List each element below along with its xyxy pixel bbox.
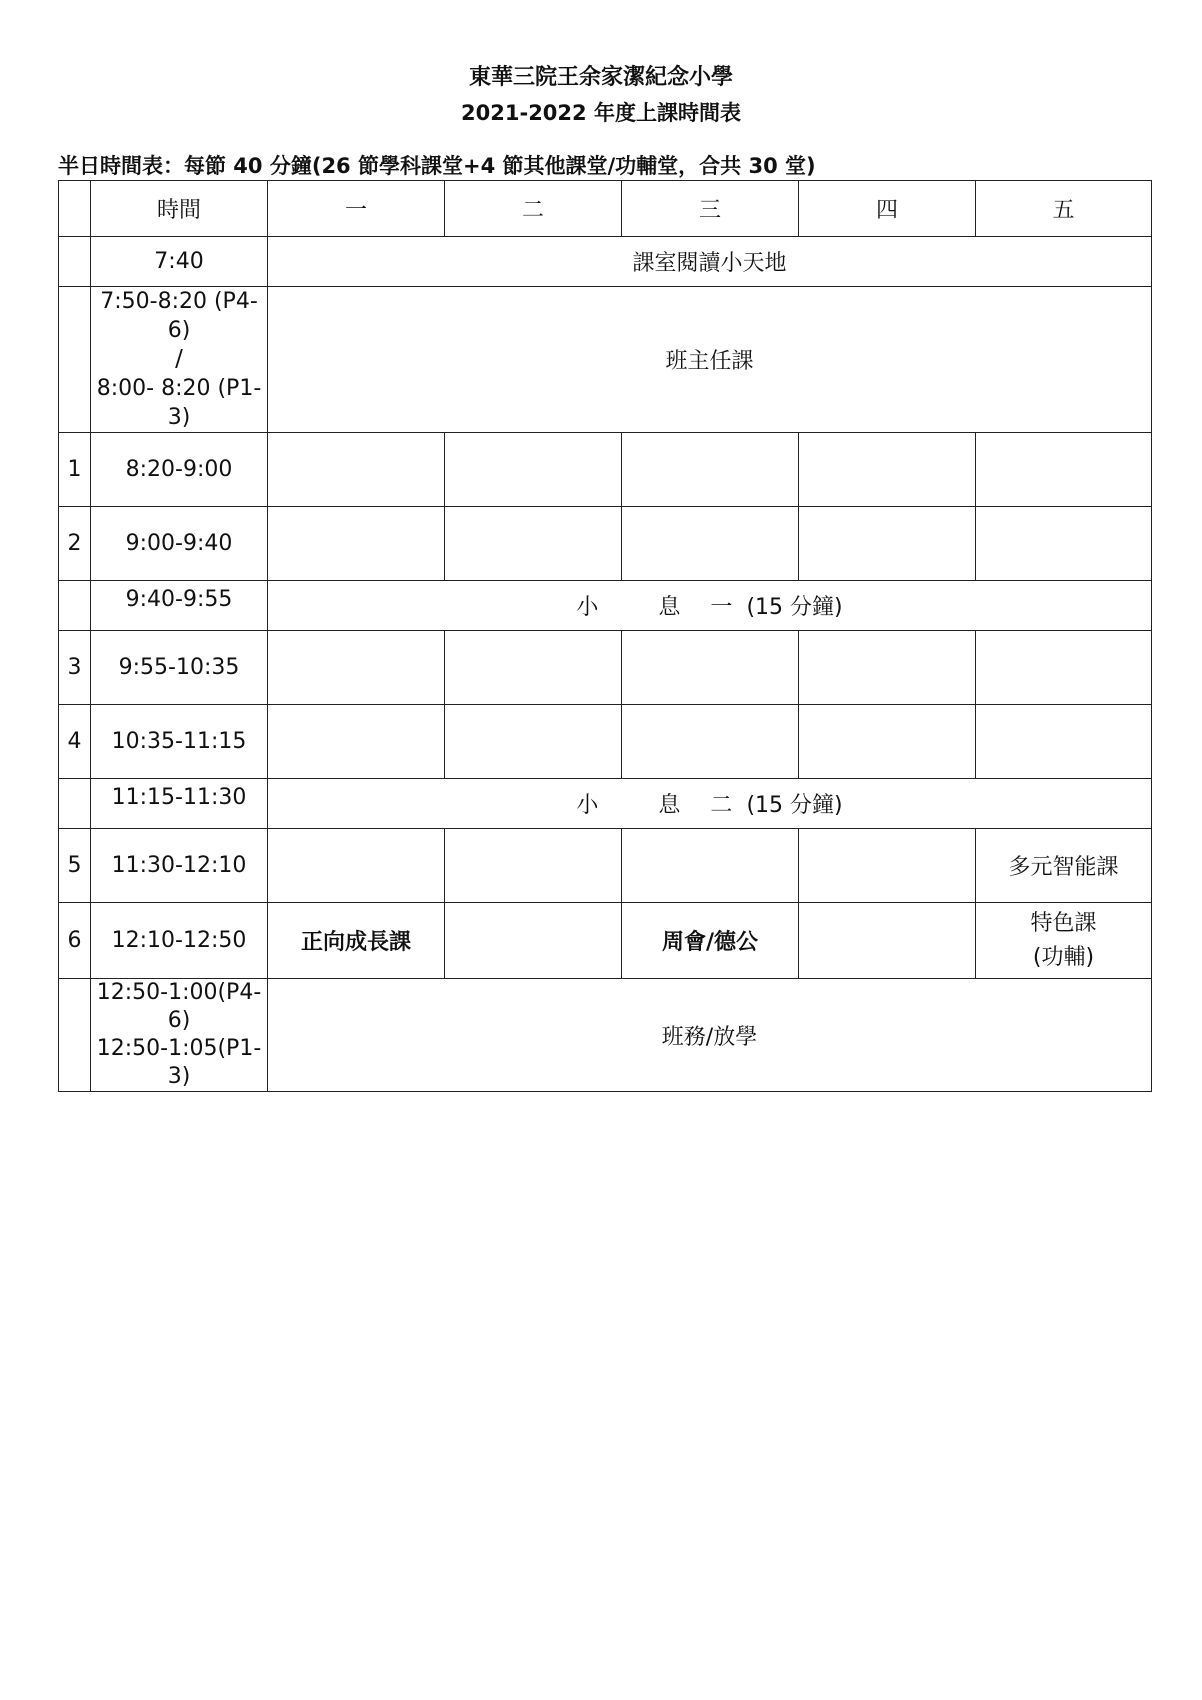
timetable-cell	[622, 631, 799, 705]
homeroom-time	[91, 287, 268, 433]
dismissal-time	[91, 979, 268, 1092]
school-name: 東華三院王余家潔紀念小學	[468, 65, 733, 90]
period-number: 4	[59, 705, 91, 779]
timetable-cell	[622, 829, 799, 903]
period-time: 11:30-12:10	[91, 829, 268, 903]
header-day-mon: 一	[268, 181, 445, 237]
homeroom-row	[59, 287, 1152, 433]
header-day-tue: 二	[445, 181, 622, 237]
period-row-1	[59, 433, 1152, 507]
reading-time: 7:40	[91, 237, 268, 287]
reading-row	[59, 237, 1152, 287]
break-label: 小 息 一 (15 分鐘)	[268, 581, 1152, 631]
homeroom-time-lower: 8:00- 8:20 (P1-3)	[96, 376, 262, 430]
period-row-2	[59, 507, 1152, 581]
timetable-cell	[622, 705, 799, 779]
homeroom-time-upper: 7:50-8:20 (P4-6)	[100, 289, 258, 343]
period-number: 6	[59, 903, 91, 979]
dismissal-row	[59, 979, 1152, 1092]
period-number: 1	[59, 433, 91, 507]
period-row-5	[59, 829, 1152, 903]
header-day-thu: 四	[799, 181, 976, 237]
period-number: 3	[59, 631, 91, 705]
timetable-cell	[268, 507, 445, 581]
period-row-6	[59, 903, 1152, 979]
period-time: 10:35-11:15	[91, 705, 268, 779]
break-row-2	[59, 779, 1152, 829]
header-blank-cell	[59, 181, 91, 237]
timetable-cell	[799, 705, 976, 779]
timetable-cell	[622, 433, 799, 507]
dismissal-activity: 班務/放學	[268, 979, 1152, 1092]
timetable-cell	[976, 705, 1152, 779]
homeroom-activity: 班主任課	[268, 287, 1152, 433]
break-row-1	[59, 581, 1152, 631]
period-time: 9:55-10:35	[91, 631, 268, 705]
period-time: 12:10-12:50	[91, 903, 268, 979]
break-label: 小 息 二 (15 分鐘)	[268, 779, 1152, 829]
period-number: 2	[59, 507, 91, 581]
timetable-cell	[445, 903, 622, 979]
homeroom-time-slash: /	[175, 346, 183, 372]
timetable-cell	[445, 829, 622, 903]
header-row	[59, 181, 1152, 237]
timetable-cell	[445, 631, 622, 705]
header-day-fri: 五	[976, 181, 1152, 237]
reading-activity: 課室閱讀小天地	[268, 237, 1152, 287]
timetable-cell	[268, 829, 445, 903]
timetable-cell	[268, 631, 445, 705]
timetable-cell	[976, 433, 1152, 507]
dismissal-time-lower: 12:50-1:05(P1-3)	[96, 1036, 262, 1089]
timetable-subtitle: 半日時間表：每節 40 分鐘(26 節學科課堂+4 節其他課堂/功輔堂，合共 30 堂)	[58, 154, 816, 178]
dismissal-time-upper: 12:50-1:00(P4-6)	[96, 980, 262, 1033]
timetable-cell	[799, 829, 976, 903]
timetable-cell	[799, 903, 976, 979]
break-time: 9:40-9:55	[91, 581, 268, 631]
timetable-cell-wed: 周會/德公	[622, 903, 799, 979]
period-number: 5	[59, 829, 91, 903]
timetable-cell	[268, 705, 445, 779]
period-time: 9:00-9:40	[91, 507, 268, 581]
timetable-cell	[445, 507, 622, 581]
timetable	[58, 180, 1152, 1092]
period-row-4	[59, 705, 1152, 779]
header-day-wed: 三	[622, 181, 799, 237]
timetable-cell-fri: 多元智能課	[976, 829, 1152, 903]
period-time: 8:20-9:00	[91, 433, 268, 507]
timetable-cell-fri: 特色課 (功輔)	[976, 903, 1152, 979]
timetable-cell	[799, 433, 976, 507]
timetable-cell	[799, 507, 976, 581]
timetable-cell	[268, 433, 445, 507]
period-row-3	[59, 631, 1152, 705]
timetable-cell	[799, 631, 976, 705]
timetable-cell-mon: 正向成長課	[268, 903, 445, 979]
timetable-cell	[976, 631, 1152, 705]
timetable-cell	[445, 705, 622, 779]
header-time: 時間	[91, 181, 268, 237]
timetable-cell	[976, 507, 1152, 581]
timetable-cell	[622, 507, 799, 581]
timetable-cell	[445, 433, 622, 507]
break-time: 11:15-11:30	[91, 779, 268, 829]
timetable-year-title: 2021-2022 年度上課時間表	[461, 101, 741, 125]
